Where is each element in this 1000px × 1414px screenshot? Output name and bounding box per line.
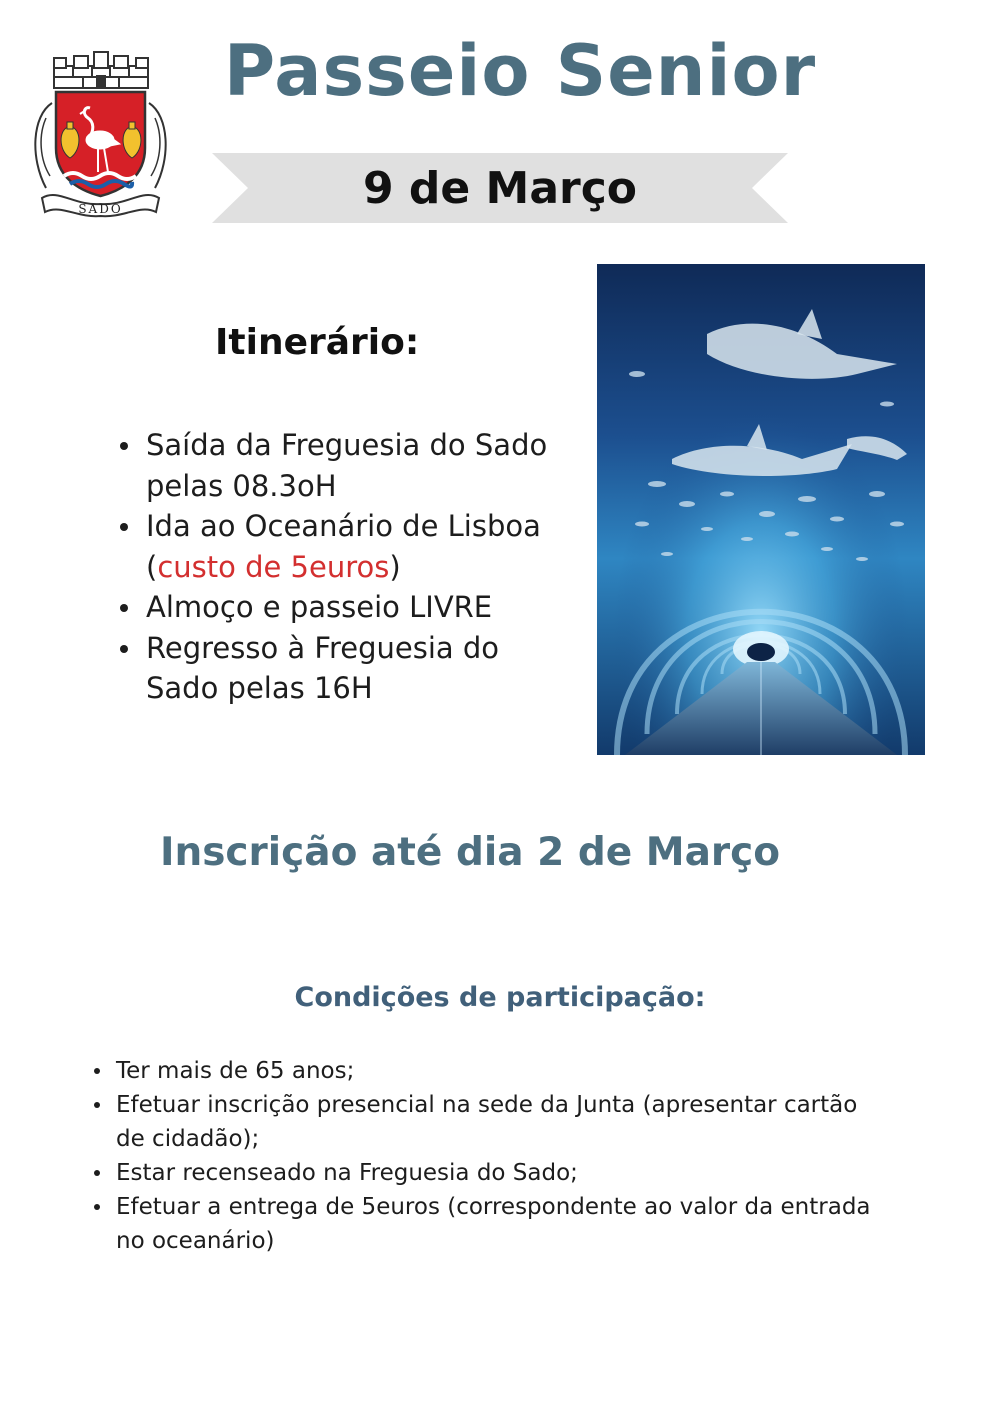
cost-highlight: custo de 5euros xyxy=(157,549,390,584)
coat-of-arms-icon xyxy=(28,48,173,218)
conditions-list xyxy=(88,1054,888,1258)
condition-item: Ter mais de 65 anos; xyxy=(88,1054,888,1088)
date-banner xyxy=(212,153,788,223)
condition-item: Efetuar inscrição presencial na sede da Junta (apresentar cartão de cidadão); xyxy=(88,1088,888,1156)
mural-crown xyxy=(54,52,148,88)
itinerary-item: Regresso à Freguesia do Sado pelas 16H xyxy=(112,628,572,709)
crest-label: SADO xyxy=(78,202,123,216)
itinerary-item: Almoço e passeio LIVRE xyxy=(112,587,572,628)
page-title: Passeio Senior xyxy=(223,30,817,112)
condition-item: Efetuar a entrega de 5euros (correspondente ao valor da entrada no oceanário) xyxy=(88,1190,888,1258)
itinerary-item: Saída da Freguesia do Sado pelas 08.3oH xyxy=(112,425,572,506)
conditions-heading: Condições de participação: xyxy=(294,982,706,1013)
itinerary-list xyxy=(112,425,572,709)
aquarium-tunnel-image xyxy=(597,264,925,755)
itinerary-heading: Itinerário: xyxy=(215,322,420,363)
registration-deadline: Inscrição até dia 2 de Março xyxy=(159,830,781,875)
itinerary-item: Ida ao Oceanário de Lisboa (custo de 5euros) xyxy=(112,506,572,587)
condition-item: Estar recenseado na Freguesia do Sado; xyxy=(88,1156,888,1190)
event-date: 9 de Março xyxy=(362,163,638,214)
